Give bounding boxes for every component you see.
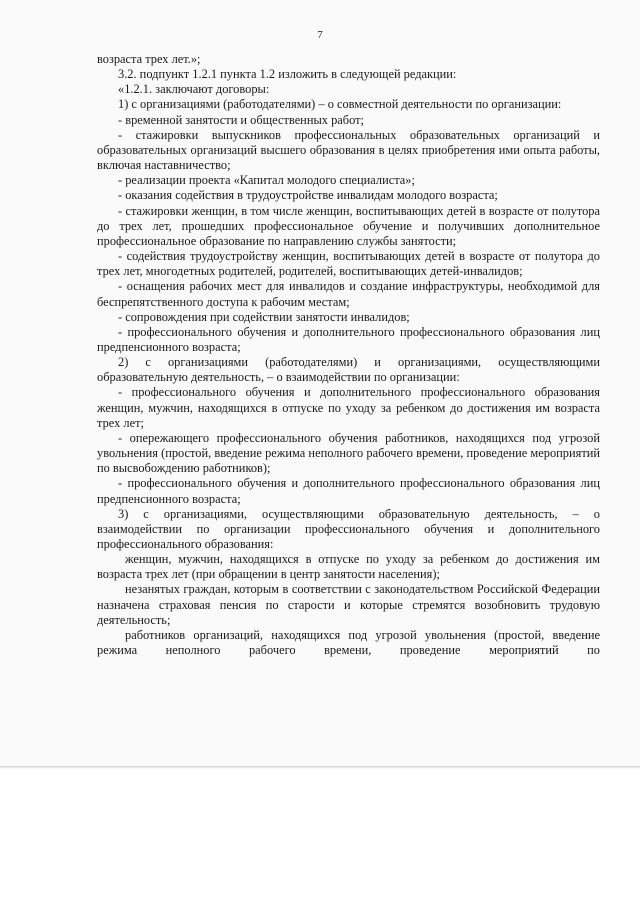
document-body: [97, 52, 600, 658]
paragraph: - временной занятости и общественных работ;: [118, 112, 364, 127]
paragraph: работников организаций, находящихся под угрозой увольнения (простой, введение режима неполного рабочего времени, проведение мероприятий по: [97, 627, 600, 658]
paragraph: - реализации проекта «Капитал молодого специалиста»;: [118, 173, 415, 188]
paragraph: - содействия трудоустройству женщин, воспитывающих детей в возрасте от полутора до трех лет, многодетных родителей, родителей, воспитывающих детей-инвалидов;: [97, 249, 600, 279]
paragraph: 3.2. подпункт 1.2.1 пункта 1.2 изложить в следующей редакции:: [118, 67, 457, 82]
paragraph: незанятых граждан, которым в соответствии с законодательством Российской Федерации назначена страховая пенсия по старости и которые стремятся возобновить трудовую деятельность;: [97, 582, 600, 627]
paragraph: - профессионального обучения и дополнительного профессионального образования лиц предпенсионного возраста;: [97, 324, 600, 354]
page-number: 7: [317, 29, 323, 41]
paragraph: возраста трех лет.»;: [97, 52, 201, 66]
paragraph: - стажировки женщин, в том числе женщин, воспитывающих детей в возрасте от полутора до трех лет, прошедших профессиональное обучение и получивших дополнительное профессиональное образование по направлению службы занятости;: [97, 203, 600, 248]
paragraph: «1.2.1. заключают договоры:: [118, 82, 270, 97]
paragraph: - сопровождения при содействии занятости инвалидов;: [118, 309, 410, 324]
paragraph: - опережающего профессионального обучения работников, находящихся под угрозой увольнения (простой, введение режима неполного рабочего времени, проведение мероприятий по высвобождению работников);: [97, 430, 600, 476]
paragraph: - стажировки выпускников профессиональных образовательных организаций и образовательных организаций высшего образования в целях приобретения ими опыта работы, включая наставничество;: [97, 127, 600, 173]
scan-edge: [0, 766, 640, 769]
paragraph: 3) с организациями, осуществляющими образовательную деятельность, – о взаимодействии по организации профессионального обучения и дополнительного профессионального образования:: [97, 506, 600, 551]
paragraph: женщин, мужчин, находящихся в отпуске по уходу за ребенком до достижения им возраста трех лет (при обращении в центр занятости населения);: [97, 552, 600, 582]
paragraph: - профессионального обучения и дополнительного профессионального образования женщин, мужчин, находящихся в отпуске по уходу за ребенком до достижения им возраста трех лет;: [97, 385, 600, 430]
paragraph: 2) с организациями (работодателями) и организациями, осуществляющими образовательную деятельность, – о взаимодействии по организации:: [97, 355, 600, 385]
paragraph: - профессионального обучения и дополнительного профессионального образования лиц предпенсионного возраста;: [97, 476, 600, 506]
paragraph: - оказания содействия в трудоустройстве инвалидам молодого возраста;: [118, 188, 498, 203]
paragraph: - оснащения рабочих мест для инвалидов и создание инфраструктуры, необходимой для беспрепятственного доступа к рабочим местам;: [97, 279, 600, 309]
paragraph: 1) с организациями (работодателями) – о совместной деятельности по организации:: [118, 97, 562, 112]
